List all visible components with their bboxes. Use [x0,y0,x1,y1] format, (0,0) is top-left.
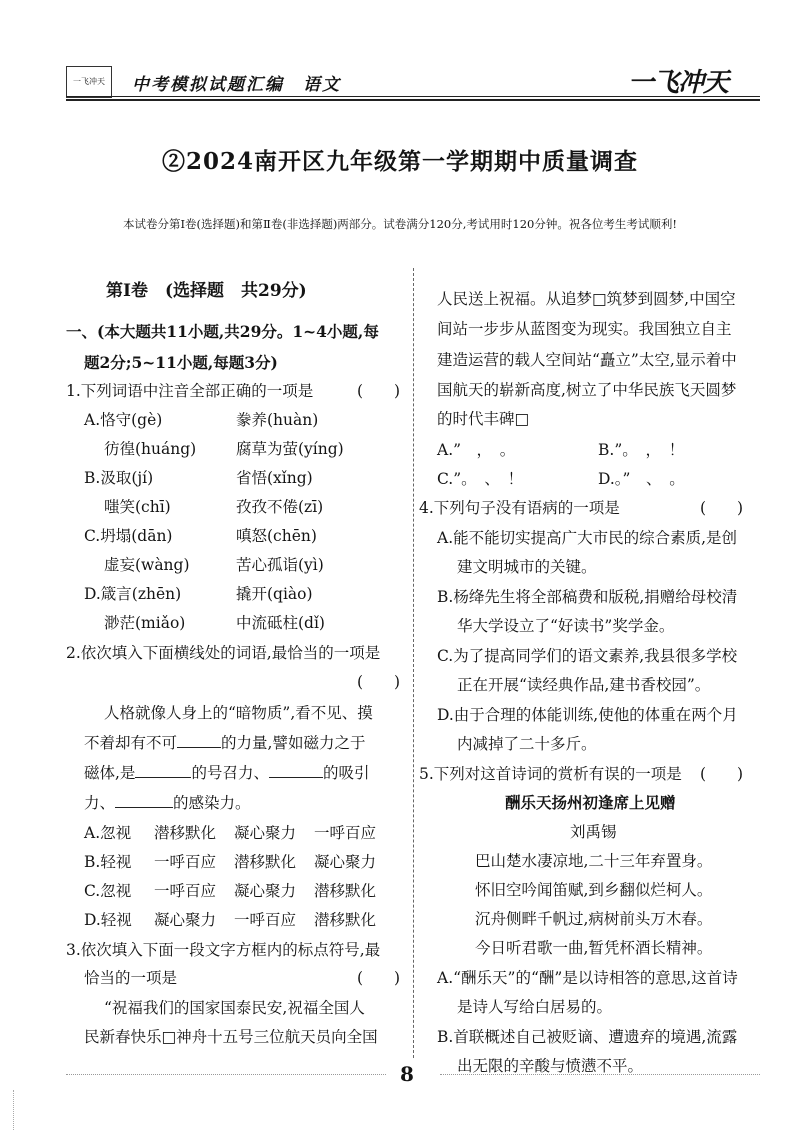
option-a-word: 腐草为萤(yíng) [236,440,344,458]
header-rule [66,96,760,97]
question-3-stem-2: 恰当的一项是 [84,969,178,987]
section-title: 第Ⅰ卷 (选择题 共29分) [106,281,307,301]
passage-line: 间站一步步从蓝图变为现实。我国独立自主 [437,320,732,338]
option-label: D.轻视 [84,911,132,929]
option-a-word: 彷徨(huáng) [104,440,197,458]
passage-text: 的号召力、 [191,764,269,782]
option-b[interactable]: B.”。 ， ！ [598,441,685,459]
option-c-word: 苦心孤诣(yì) [236,556,324,574]
passage-line: “祝福我们的国家国泰民安,祝福全国人 [104,999,365,1017]
passage-text: 不着却有不可 [84,734,178,752]
passage-line: 建造运营的载人空间站“矗立”太空,显示着中 [437,351,737,369]
option-b[interactable]: B.首联概述自己被贬谪、遭遗弃的境遇,流露 [437,1028,738,1046]
section-instructions: 一、(本大题共11小题,共29分。1~4小题,每 [66,322,379,341]
option-d[interactable]: D.由于合理的体能训练,使他的体重在两个月 [437,706,738,724]
passage-line: 人格就像人身上的“暗物质”,看不见、摸 [104,704,373,722]
option-word: 一呼百应 [154,882,217,900]
answer-bracket[interactable]: ( ) [357,969,401,987]
brand-logo: 一飞冲天 [628,68,729,98]
passage-text: 磁体,是 [84,764,136,782]
option-d[interactable]: D.。” 、 。 [598,470,685,488]
option-d[interactable]: D.箴言(zhēn) [84,585,182,603]
option-d-word: 撬开(qiào) [236,585,313,603]
option-word: 一呼百应 [234,911,297,929]
passage-text: 的感染力。 [173,794,251,812]
option-d-word: 渺茫(miǎo) [104,614,186,632]
option-d-word: 中流砥柱(dǐ) [236,614,325,632]
option-c-word: 嗔怒(chēn) [236,527,317,545]
option-word: 潜移默化 [234,853,297,871]
answer-bracket[interactable]: ( ) [700,499,744,517]
option-a-word: 豢养(huàn) [236,411,319,429]
fill-blank[interactable] [115,793,173,808]
option-word: 潜移默化 [154,824,217,842]
option-b[interactable]: B.杨绛先生将全部稿费和版税,捐赠给母校清 [437,588,738,606]
option-word: 凝心聚力 [154,911,217,929]
page-title: ②2024南开区九年级第一学期期中质量调查 [161,148,638,175]
margin-dots [13,1090,14,1130]
option-c-word: 虚妄(wàng) [104,556,190,574]
poem-title: 酬乐天扬州初逢席上见赠 [505,793,676,812]
option-b-word: 嗤笑(chī) [104,498,171,516]
question-5-stem: 5.下列对这首诗词的赏析有误的一项是 [419,765,682,783]
poem-line: 巴山楚水凄凉地,二十三年弃置身。 [475,852,713,870]
book-title: 中考模拟试题汇编 语文 [132,75,341,95]
option-label: A.忽视 [84,824,132,842]
passage-line: 民新春快乐□神舟十五号三位航天员向全国 [84,1028,378,1046]
option-d-cont: 内减掉了二十多斤。 [457,735,597,753]
option-a[interactable]: A.” ， 。 [437,441,516,459]
question-3-stem: 3.依次填入下面一段文字方框内的标点符号,最 [66,941,381,959]
option-c-cont: 正在开展“读经典作品,建书香校园”。 [457,676,711,694]
question-2-stem: 2.依次填入下面横线处的词语,最恰当的一项是 [66,644,381,662]
option-label: C.忽视 [84,882,132,900]
option-b-word: 省悟(xǐng) [236,469,313,487]
option-c[interactable]: C.为了提高同学们的语文素养,我县很多学校 [437,647,738,665]
fill-blank[interactable] [135,763,191,778]
passage-line: 的时代丰碑□ [437,410,530,428]
option-word: 凝心聚力 [314,853,377,871]
option-word: 凝心聚力 [234,882,297,900]
question-1-stem: 1.下列词语中注音全部正确的一项是 [66,382,314,400]
option-word: 一呼百应 [154,853,217,871]
option-a[interactable]: A.“酬乐天”的“酬”是以诗相答的意思,这首诗 [437,969,738,987]
passage-line: 人民送上祝福。从追梦□筑梦到圆梦,中国空 [437,290,736,308]
option-b-cont: 华大学设立了“好读书”奖学金。 [457,617,675,635]
fill-blank[interactable] [177,733,221,748]
passage-text: 的吸引 [322,764,370,782]
passage-line [84,793,251,813]
fill-blank[interactable] [269,763,323,778]
column-divider [413,268,414,1058]
poem-line: 怀旧空吟闻笛赋,到乡翻似烂柯人。 [475,881,713,899]
option-word: 潜移默化 [314,882,377,900]
option-a-cont: 是诗人写给白居易的。 [457,998,613,1016]
poem-author: 刘禹锡 [570,823,617,841]
passage-line [84,733,365,753]
answer-bracket[interactable]: ( ) [357,382,401,400]
option-a[interactable]: A.能不能切实提高广大市民的综合素质,是创 [437,529,738,547]
option-label: B.轻视 [84,853,132,871]
footer-rule-right [440,1074,760,1075]
option-c[interactable]: C.”。 、 ！ [437,470,524,488]
question-4-stem: 4.下列句子没有语病的一项是 [419,499,620,517]
exam-notice: 本试卷分第Ⅰ卷(选择题)和第Ⅱ卷(非选择题)两部分。试卷满分120分,考试用时120分钟。祝各位考生考试顺利! [123,217,677,231]
header-rule-2 [66,99,760,101]
poem-line: 今日听君歌一曲,暂凭杯酒长精神。 [475,939,713,957]
footer-rule-left [66,1074,386,1075]
page-number: 8 [400,1062,414,1086]
logo: 一飞冲天 [66,66,112,98]
option-b-word: 孜孜不倦(zī) [236,498,324,516]
passage-line: 国航天的崭新高度,树立了中华民族飞天圆梦 [437,381,737,399]
option-word: 一呼百应 [314,824,377,842]
answer-bracket[interactable]: ( ) [357,673,401,691]
option-word: 凝心聚力 [234,824,297,842]
passage-text: 的力量,譬如磁力之于 [221,734,366,752]
option-a[interactable]: A.恪守(gè) [84,411,163,429]
option-b-cont: 出无限的辛酸与愤懑不平。 [457,1057,644,1075]
poem-line: 沉舟侧畔千帆过,病树前头万木春。 [475,910,713,928]
passage-text: 力、 [84,794,116,812]
option-c[interactable]: C.坍塌(dān) [84,527,173,545]
option-b[interactable]: B.汲取(jí) [84,469,154,487]
section-instructions-2: 题2分;5~11小题,每题3分) [84,353,278,372]
option-a-cont: 建文明城市的关键。 [457,558,597,576]
option-word: 潜移默化 [314,911,377,929]
answer-bracket[interactable]: ( ) [700,765,744,783]
passage-line [84,763,369,783]
